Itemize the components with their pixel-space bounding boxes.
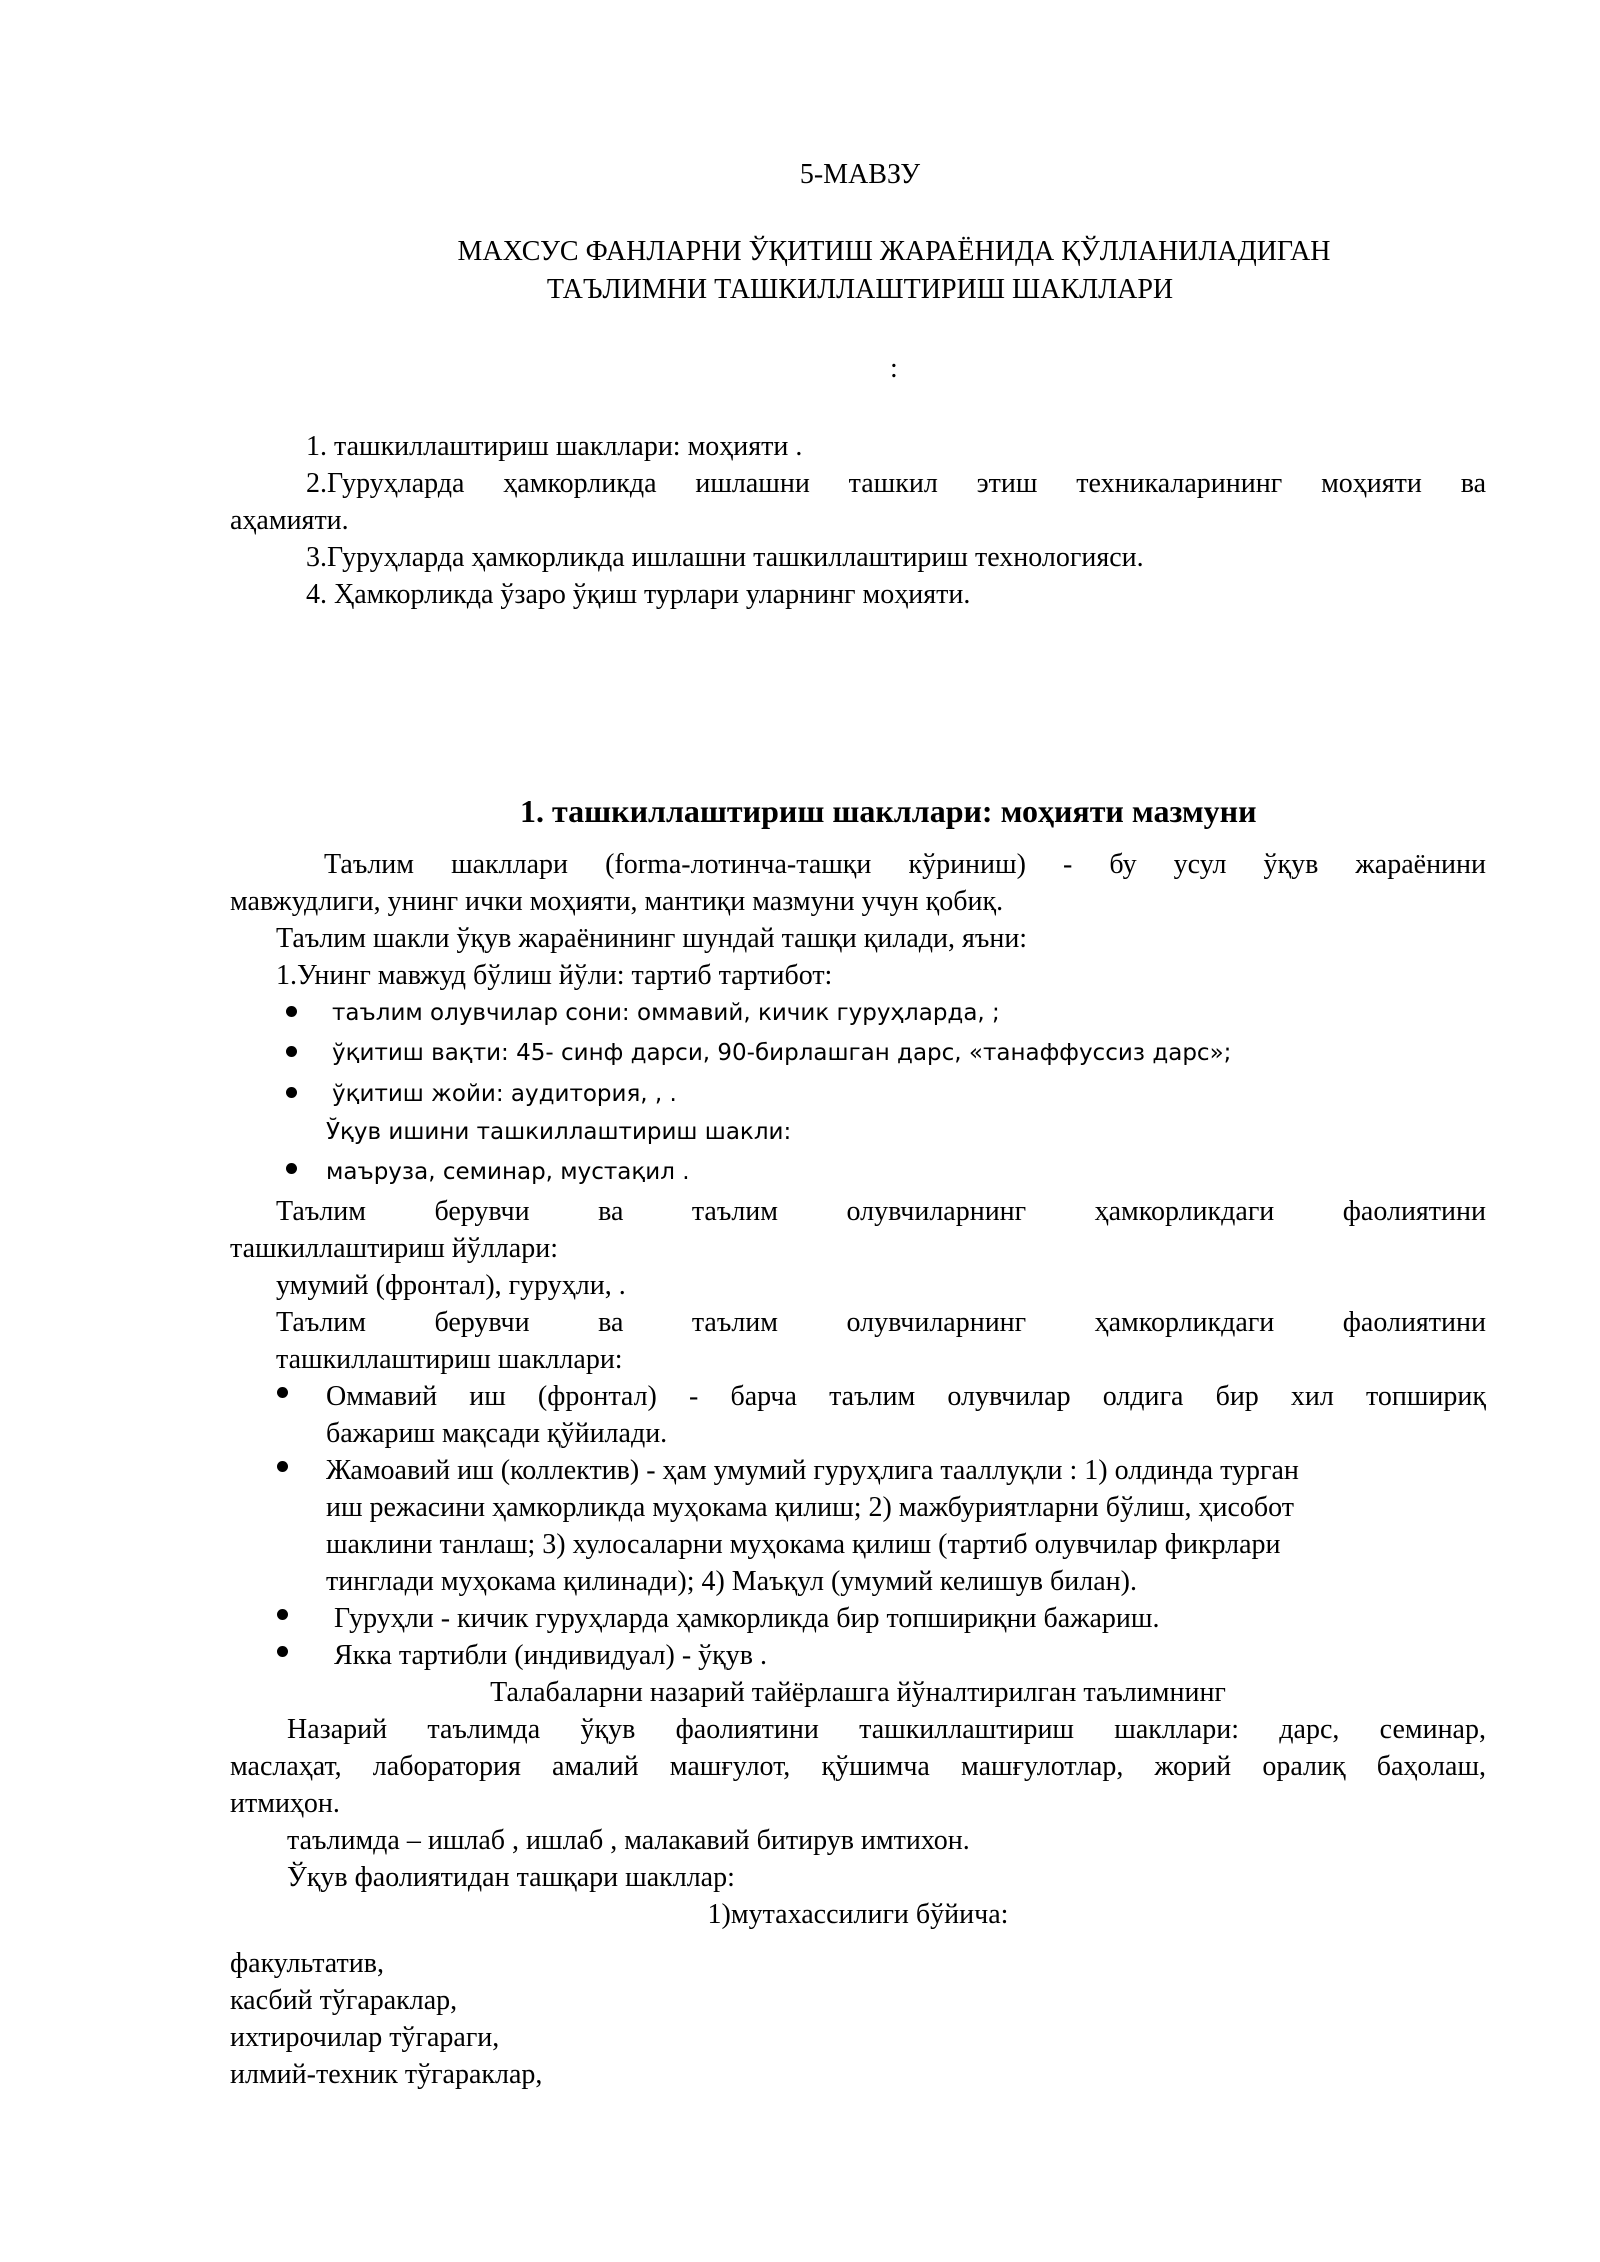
paragraph-2: Таълим шакли ўқув жараёнининг шундай ташқи қилади, яъни: [276,923,1028,954]
topic-number: 5-МАВЗУ [799,159,921,190]
paragraph-8: таълимда – ишлаб , ишлаб , малакавий битирув имтихон. [287,1825,970,1856]
list-end-item: илмий-техник тўгараклар, [230,2059,543,2090]
bullet-b-line3: шаклини танлаш; 3) хулосаларни муҳокама қилиш (тартиб олувчилар фикрлари [326,1529,1281,1560]
bullet-dot [286,1006,297,1017]
bullet-c: Гуруҳли - кичик гуруҳларда ҳамкорликда бир топшириқни бажариш. [334,1603,1160,1634]
list-end-item: факультатив, [230,1948,384,1979]
title-line-1: МАХСУС ФАНЛАРНИ ЎҚИТИШ ЖАРАЁНИДА ҚЎЛЛАНИЛАДИГАН [457,236,1331,267]
centered-line: Талабаларни назарий тайёрлашга йўналтирилган таълимнинг [490,1677,1226,1708]
paragraph-4-line2: ташкиллаштириш йўллари: [230,1233,558,1264]
paragraph-3: 1.Унинг мавжуд бўлиш йўли: тартиб тартибот: [276,960,833,991]
plan-item-2-line1: 2.Гуруҳларда ҳамкорликда ишлашни ташкил этиш техникаларининг моҳияти ва [306,468,1486,499]
plan-item-4: 4. Ҳамкорликда ўзаро ўқиш турлари уларнинг моҳияти. [306,579,971,610]
centered-line-2: 1)мутахассилиги бўйича: [707,1899,1009,1930]
bullet-dot [286,1046,297,1057]
bullet-b-line4: тинглади муҳокама қилинади); 4) Маъқул (умумий келишув билан). [326,1566,1137,1597]
paragraph-7-line1: Назарий таълимда ўқув фаолиятини ташкиллаштириш шакллари: дарс, семинар, [287,1714,1486,1745]
title-line-2: ТАЪЛИМНИ ТАШКИЛЛАШТИРИШ ШАКЛЛАРИ [546,274,1174,305]
bullet-a-line2: бажариш мақсади қўйилади. [326,1418,668,1449]
paragraph-7-line2: маслаҳат, лаборатория амалий машғулот, қўшимча машғулотлар, жорий оралиқ баҳолаш, [230,1751,1486,1782]
paragraph-1-line1: Таълим шакллари (forma-лотинча-ташқи кўриниш) - бу усул ўқув жараёнини [324,849,1486,880]
paragraph-6-line1: Таълим берувчи ва таълим олувчиларнинг ҳамкорликдаги фаолиятини [276,1307,1486,1338]
paragraph-4-line1: Таълим берувчи ва таълим олувчиларнинг ҳамкорликдаги фаолиятини [276,1196,1486,1227]
list-item: маъруза, семинар, мустақил . [326,1159,690,1185]
plan-item-2-line2: аҳамияти. [230,505,349,536]
sub-heading: Ўқув ишини ташкиллаштириш шакли: [326,1119,792,1145]
list-end-item: касбий тўгараклар, [230,1985,458,2016]
paragraph-9: Ўқув фаолиятидан ташқари шакллар: [287,1862,735,1893]
list-item: ўқитиш жойи: аудитория, , . [332,1081,677,1107]
colon-mark: : [890,353,898,384]
list-item: таълим олувчилар сони: оммавий, кичик гуруҳларда, ; [332,1000,1000,1026]
bullet-dot [277,1461,288,1472]
bullet-dot [277,1646,288,1657]
paragraph-6-line2: ташкиллаштириш шакллари: [276,1344,623,1375]
bullet-dot [286,1087,297,1098]
plan-item-1: 1. ташкиллаштириш шакллари: моҳияти . [306,431,803,462]
paragraph-7-line3: итмиҳон. [230,1788,340,1819]
bullet-dot [286,1163,297,1174]
plan-item-3: 3.Гуруҳларда ҳамкорликда ишлашни ташкиллаштириш технологияси. [306,542,1144,573]
paragraph-1-line2: мавжудлиги, унинг ички моҳияти, мантиқи мазмуни учун қобиқ. [230,886,1004,917]
bullet-dot [277,1609,288,1620]
list-item: ўқитиш вақти: 45- синф дарси, 90-бирлашган дарс, «танаффуссиз дарс»; [332,1040,1232,1066]
list-end-item: ихтирочилар тўгараги, [230,2022,500,2053]
bullet-a-line1: Оммавий иш (фронтал) - барча таълим олувчилар олдига бир хил топшириқ [326,1381,1486,1412]
section-heading: 1. ташкиллаштириш шакллари: моҳияти мазмуни [520,793,1257,829]
bullet-dot [277,1387,288,1398]
paragraph-5: умумий (фронтал), гуруҳли, . [276,1270,626,1301]
bullet-b-line1: Жамоавий иш (коллектив) - ҳам умумий гуруҳлига тааллуқли : 1) олдинда турган [326,1455,1299,1486]
bullet-b-line2: иш режасини ҳамкорликда муҳокама қилиш; 2) мажбуриятларни бўлиш, ҳисобот [326,1492,1294,1523]
bullet-d: Якка тартибли (индивидуал) - ўқув . [334,1640,767,1671]
